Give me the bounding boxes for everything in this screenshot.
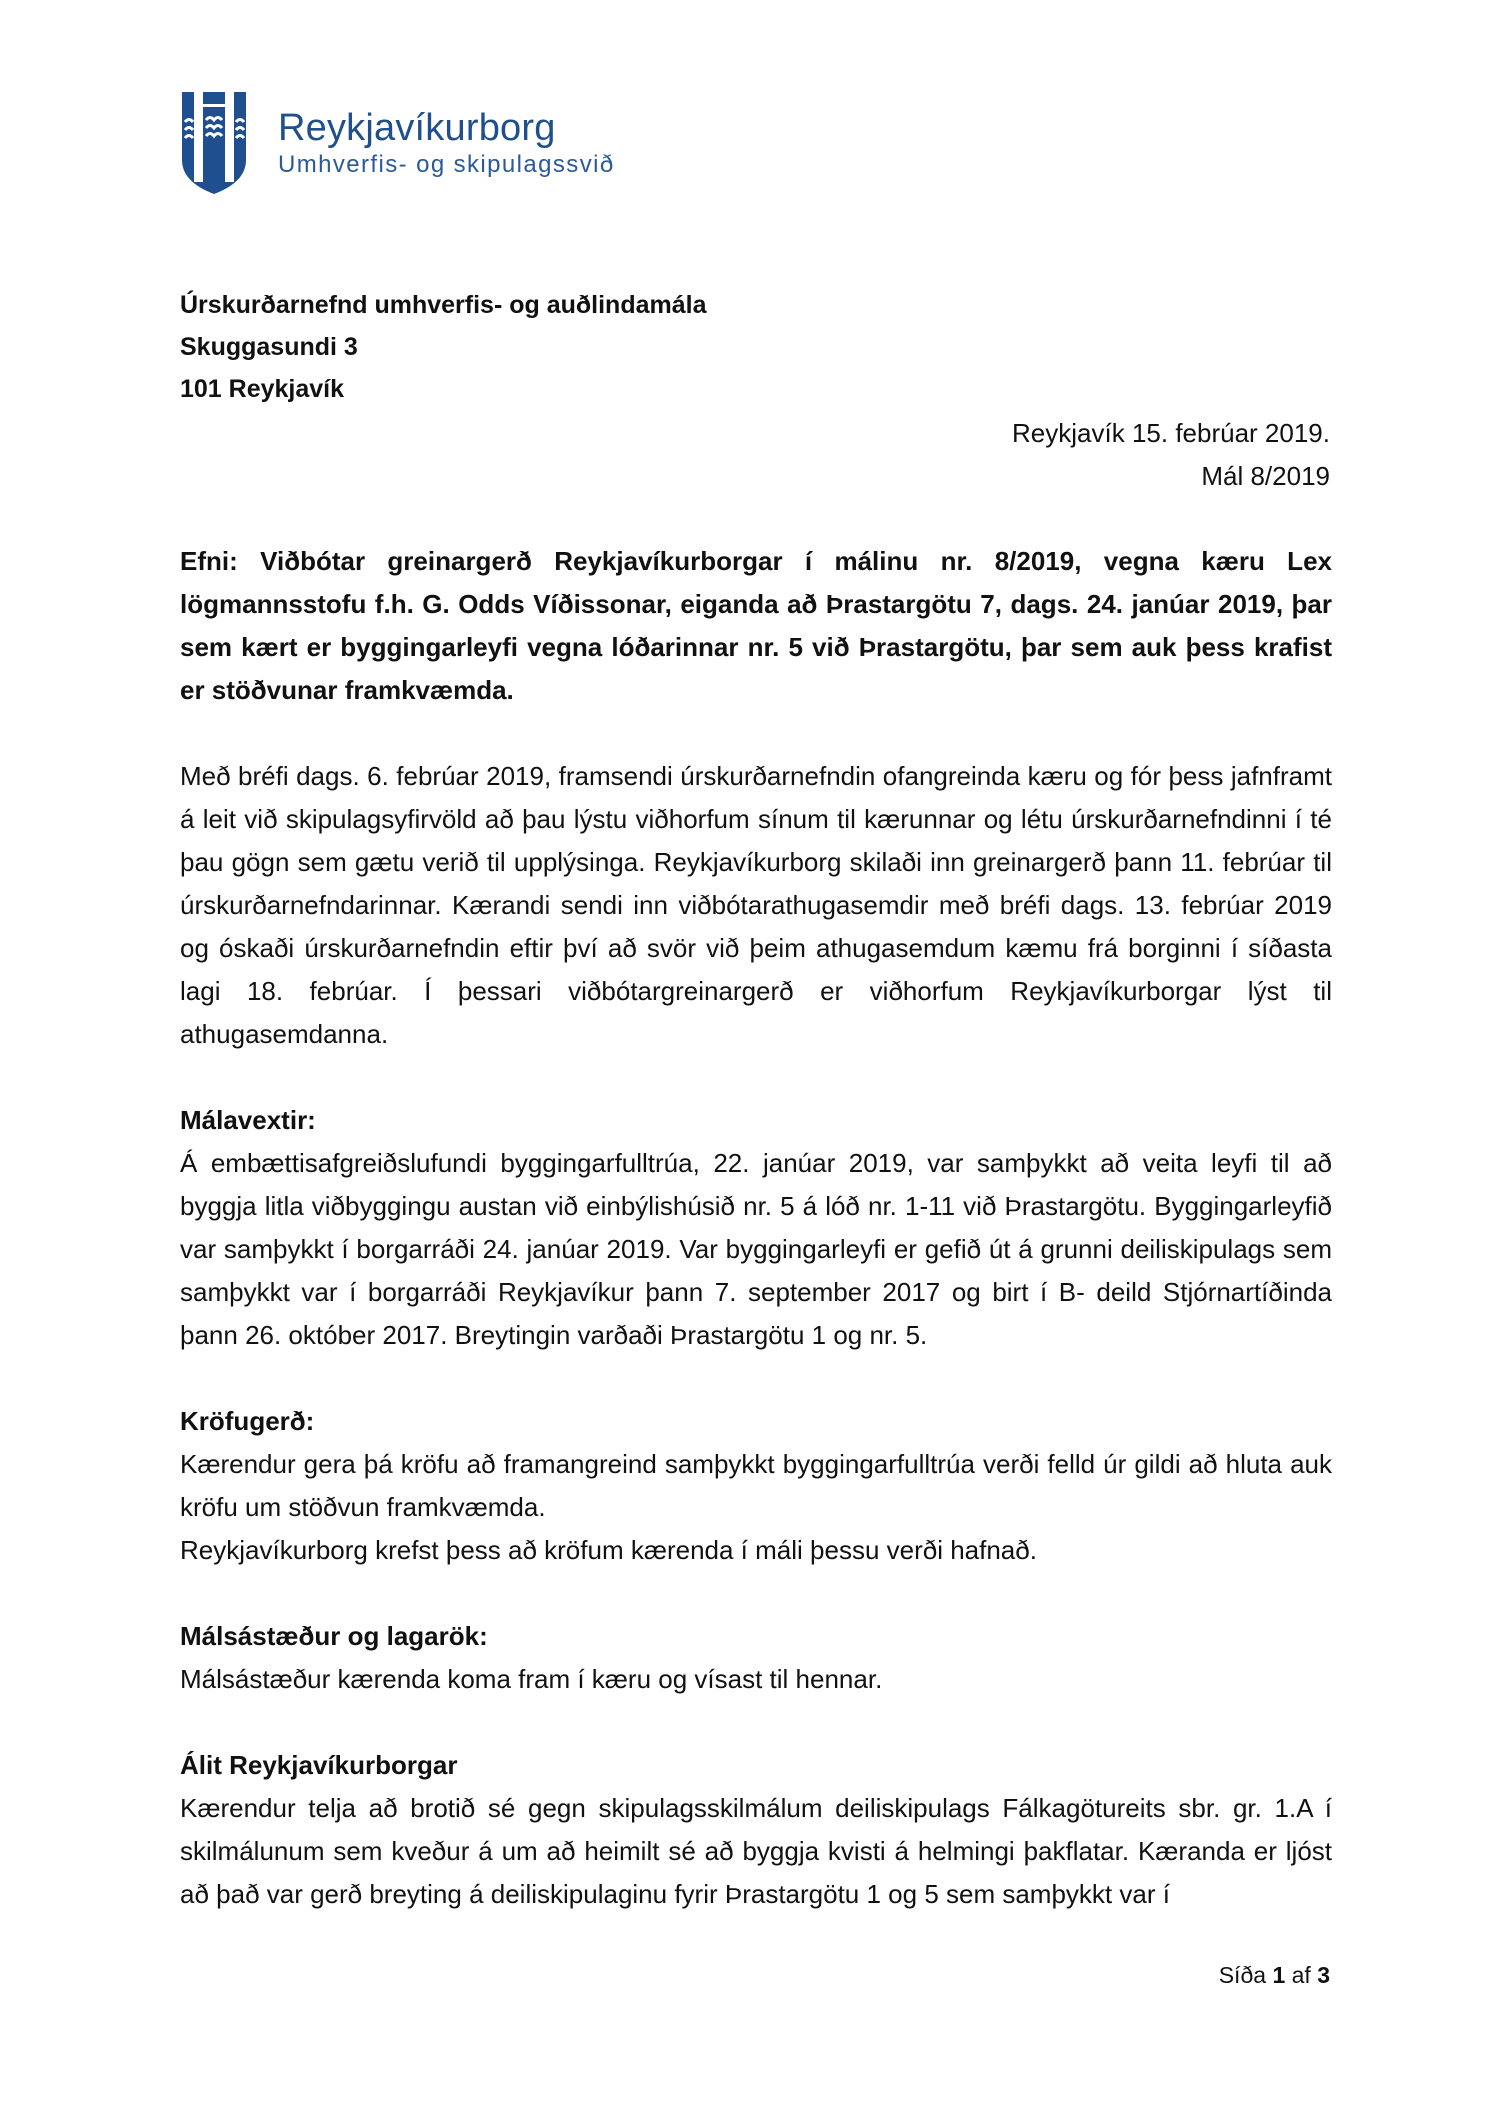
of-label: af xyxy=(1291,1962,1311,1988)
subject-line: Efni: Viðbótar greinargerð Reykjavíkurborgar í málinu nr. 8/2019, vegna kæru Lex lögmannsstofu f.h. G. Odds Víðissonar, eiganda að Þrastargötu 7, dags. 24. janúar 2019, þar sem kært er byggingarleyfi vegna lóðarinnar nr. 5 við Þrastargötu, þar sem auk þess krafist er stöðvunar framkvæmda. xyxy=(180,546,1332,705)
intro-paragraph: Með bréfi dags. 6. febrúar 2019, framsendi úrskurðarnefndin ofangreinda kæru og fór þess jafnframt á leit við skipulagsyfirvöld að þau lýstu viðhorfum sínum til kærunnar og létu úrskurðarnefndinni í té þau gögn sem gætu verið til upplýsinga. Reykjavíkurborg skilaði inn greinargerð þann 11. febrúar til úrskurðarnefndarinnar. Kærandi sendi inn viðbótarathugasemdir með bréfi dags. 13. febrúar 2019 og óskaði úrskurðarnefndin eftir því að svör við þeim athugasemdum kæmu frá borginni í síðasta lagi 18. febrúar. Í þessari viðbótargreinargerð er viðhorfum Reykjavíkurborgar lýst til athugasemdanna. xyxy=(180,761,1332,1049)
case-number: Mál 8/2019 xyxy=(1201,461,1330,491)
section-body-krofugerd-1: Kærendur gera þá kröfu að framangreind samþykkt byggingarfulltrúa verði felld úr gildi að hluta auk kröfu um stöðvun framkvæmda. xyxy=(180,1449,1332,1522)
recipient-line-2: Skuggasundi 3 xyxy=(180,333,358,361)
letter-body xyxy=(180,540,1332,1916)
reykjavik-crest-icon xyxy=(180,90,248,196)
recipient-line-1: Úrskurðarnefnd umhverfis- og auðlindamála xyxy=(180,291,707,319)
section-heading-malsastaedur: Málsástæður og lagarök: xyxy=(180,1621,488,1651)
page-total: 3 xyxy=(1317,1962,1330,1988)
section-body-krofugerd-2: Reykjavíkurborg krefst þess að kröfum kærenda í máli þessu verði hafnað. xyxy=(180,1535,1037,1565)
department-name: Umhverfis- og skipulagssvið xyxy=(278,151,615,178)
page-label: Síða xyxy=(1218,1962,1267,1988)
letterhead xyxy=(180,90,615,196)
section-body-malsastaedur: Málsástæður kærenda koma fram í kæru og vísast til hennar. xyxy=(180,1664,883,1694)
recipient-line-3: 101 Reykjavík xyxy=(180,375,345,403)
section-heading-krofugerd: Kröfugerð: xyxy=(180,1406,315,1436)
organization-name: Reykjavíkurborg xyxy=(278,107,556,149)
page-number-footer xyxy=(1219,1962,1330,1989)
date-block xyxy=(1012,412,1330,498)
recipient-address xyxy=(180,284,707,410)
organization-block xyxy=(278,106,615,180)
section-heading-alit: Álit Reykjavíkurborgar xyxy=(180,1750,458,1780)
section-body-malavextir: Á embættisafgreiðslufundi byggingarfulltrúa, 22. janúar 2019, var samþykkt að veita leyfi til að byggja litla viðbyggingu austan við einbýlishúsið nr. 5 á lóð nr. 1-11 við Þrastargötu. Byggingarleyfið var samþykkt í borgarráði 24. janúar 2019. Var byggingarleyfi er gefið út á grunni deiliskipulags sem samþykkt var í borgarráði Reykjavíkur þann 7. september 2017 og birt í B- deild Stjórnartíðinda þann 26. október 2017. Breytingin varðaði Þrastargötu 1 og nr. 5. xyxy=(180,1148,1332,1350)
section-body-alit: Kærendur telja að brotið sé gegn skipulagsskilmálum deiliskipulags Fálkagötureits sbr. gr. 1.A í skilmálunum sem kveður á um að heimilt sé að byggja kvisti á helmingi þakflatar. Kæranda er ljóst að það var gerð breyting á deiliskipulaginu fyrir Þrastargötu 1 og 5 sem samþykkt var í xyxy=(180,1793,1332,1909)
section-heading-malavextir: Málavextir: xyxy=(180,1105,316,1135)
page-current: 1 xyxy=(1272,1962,1286,1988)
letter-date: Reykjavík 15. febrúar 2019. xyxy=(1012,418,1330,448)
